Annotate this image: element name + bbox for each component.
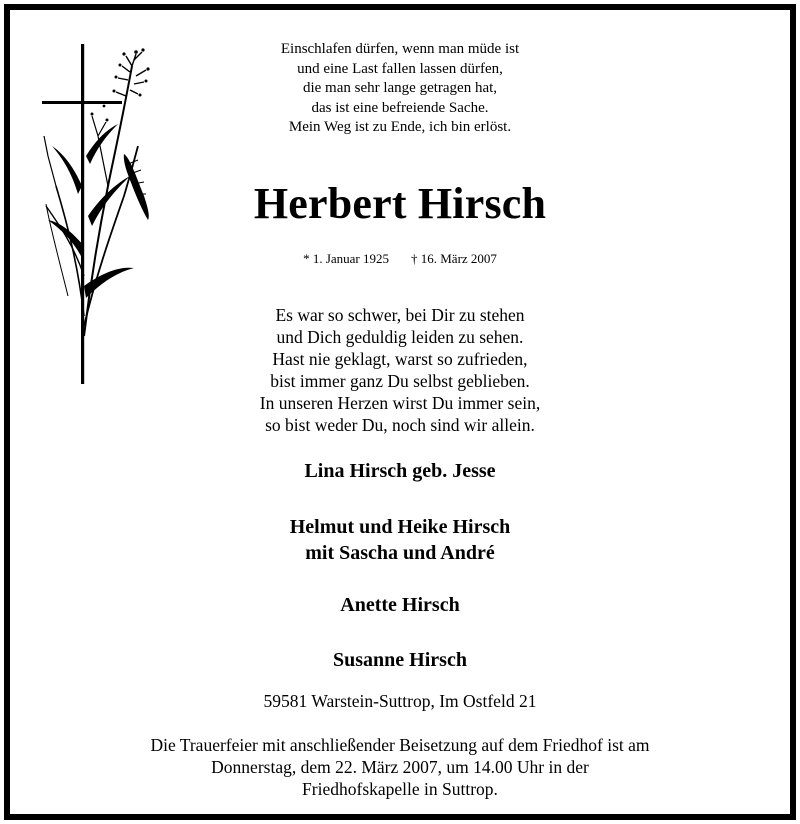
mourner-spouse: Lina Hirsch geb. Jesse [304, 460, 496, 482]
memorial-poem-line: Hast nie geklagt, warst so zufrieden, [272, 349, 528, 369]
family-address: 59581 Warstein-Suttrop, Im Ostfeld 21 [263, 691, 537, 711]
funeral-notice-line: Donnerstag, dem 22. März 2007, um 14.00 Uhr in der [211, 757, 589, 777]
opening-poem-line: das ist eine befreiende Sache. [311, 99, 489, 116]
opening-poem-line: Einschlafen dürfen, wenn man müde ist [280, 41, 520, 57]
memorial-poem [0, 304, 800, 436]
life-dates [0, 250, 800, 268]
mourner-daughter: Susanne Hirsch [333, 649, 467, 671]
funeral-notice-line: Die Trauerfeier mit anschließender Beisetzung auf dem Friedhof ist am [150, 735, 650, 755]
birth-date: * 1. Januar 1925 [303, 251, 389, 266]
death-date: † 16. März 2007 [411, 251, 497, 266]
mourner-family-line: mit Sascha und André [305, 542, 495, 564]
mourner-family [0, 514, 800, 566]
opening-poem-line: Mein Weg ist zu Ende, ich bin erlöst. [288, 119, 512, 135]
funeral-notice [0, 734, 800, 800]
memorial-poem-line: und Dich geduldig leiden zu sehen. [276, 327, 524, 347]
memorial-poem-line: bist immer ganz Du selbst geblieben. [270, 371, 530, 391]
mourner-daughter: Anette Hirsch [340, 594, 460, 616]
mourner-family-line: Helmut und Heike Hirsch [289, 516, 511, 538]
funeral-notice-line: Friedhofskapelle in Suttrop. [302, 779, 498, 799]
memorial-poem-line: In unseren Herzen wirst Du immer sein, [259, 393, 541, 413]
opening-poem-line: die man sehr lange getragen hat, [302, 80, 498, 96]
deceased-name: Herbert Hirsch [253, 179, 547, 228]
opening-poem-line: und eine Last fallen lassen dürfen, [297, 60, 503, 77]
memorial-poem-line: Es war so schwer, bei Dir zu stehen [275, 305, 525, 325]
opening-poem [0, 40, 800, 138]
memorial-poem-line: so bist weder Du, noch sind wir allein. [265, 415, 535, 435]
